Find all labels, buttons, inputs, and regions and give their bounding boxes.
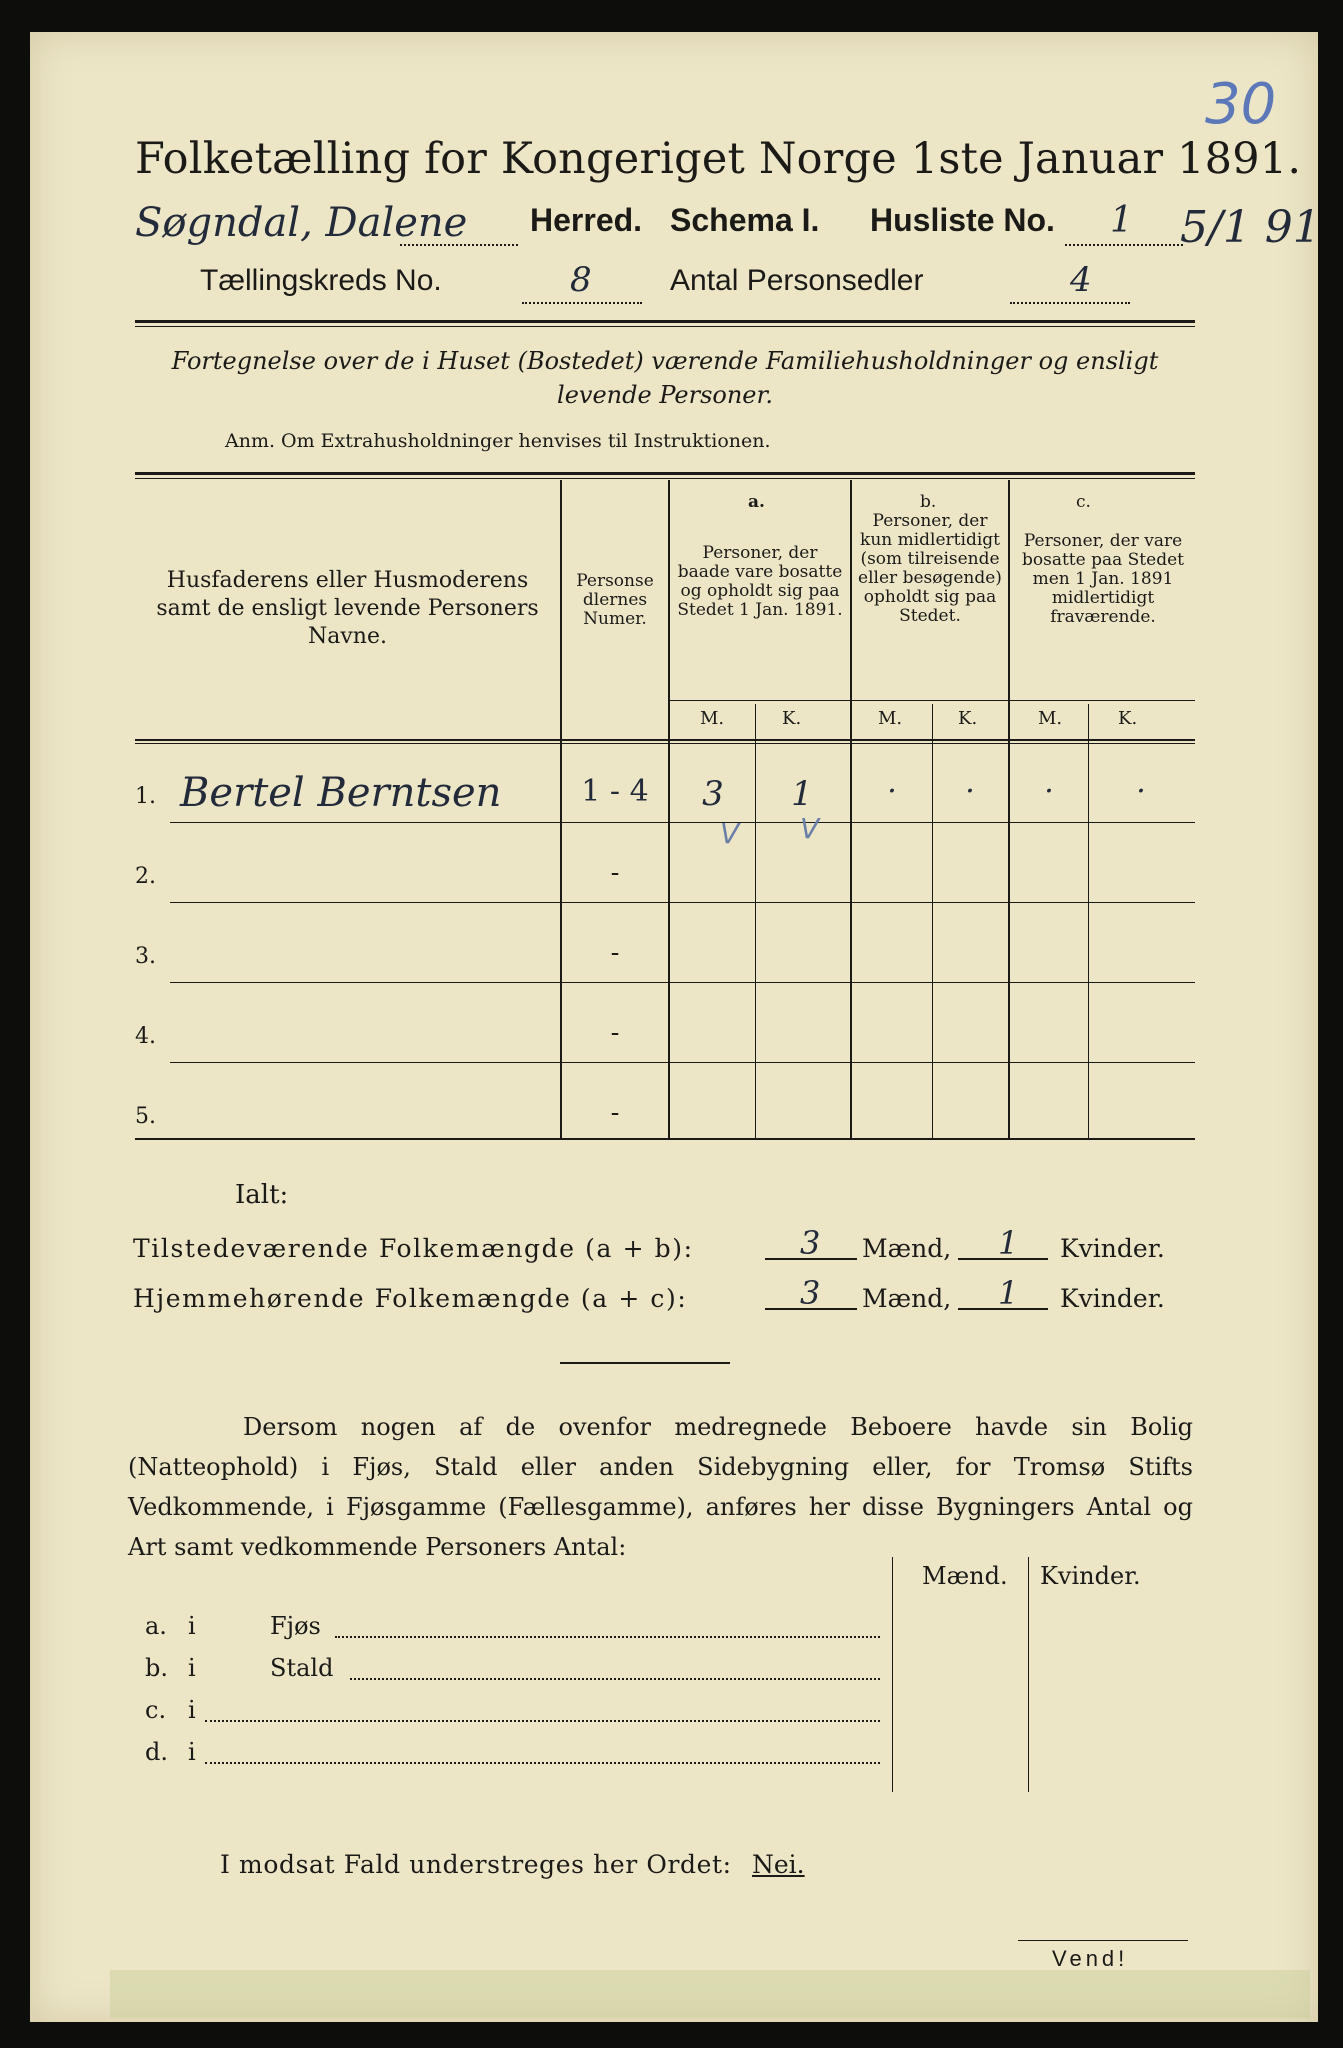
hjemme-kvinder-value: 1 [998, 1274, 1019, 1312]
schema-label: Schema I. [670, 202, 820, 238]
hjemme-label: Hjemmehørende Folkemængde (a + c): [133, 1284, 688, 1313]
col-a-header: Personer, der baade vare bosatte og opholdt sig paa Stedet 1 Jan. 1891. [677, 543, 843, 620]
row-num: - [610, 938, 620, 968]
building-row-i: i [188, 1696, 196, 1724]
kreds-value: 8 [570, 260, 592, 300]
subtitle: Fortegnelse over de i Huset (Bostedet) værende Familiehusholdninger og ensligt levende Personer. [171, 347, 1159, 409]
row-c-m: · [1044, 774, 1054, 809]
row-name: Bertel Berntsen [180, 770, 502, 816]
col-a-letter: a. [748, 492, 765, 512]
row-number: 4. [135, 1024, 156, 1049]
row-number: 1. [135, 784, 156, 809]
building-row-letter: b. [145, 1654, 168, 1682]
row-num: - [610, 1018, 620, 1048]
tilstede-kvinder-value: 1 [998, 1224, 1019, 1262]
row-num: - [610, 858, 620, 888]
herred-value: Søgndal, Dalene [135, 200, 468, 246]
col-num-header: Personsedlernes Numer. [576, 571, 654, 629]
antal-value: 4 [1070, 260, 1092, 300]
date-note: 5/1 91 [1180, 202, 1321, 253]
instruction-paragraph: Dersom nogen af de ovenfor medregnede Beboere havde sin Bolig (Natteophold) i Fjøs, Stald eller anden Sidebygning eller, for Tromsø Stifts Vedkommende, i Fjøsgamme (Fællesgamme), anføres her disse Bygningers Antal og Art samt vedkommende Personers Antal: [128, 1413, 1193, 1561]
a-m-label: M. [700, 708, 725, 729]
buildings-kvinder-header: Kvinder. [1040, 1562, 1141, 1590]
row-num: - [610, 1098, 620, 1128]
building-row-label: Fjøs [270, 1612, 321, 1640]
a-k-label: K. [782, 708, 802, 729]
census-form-page [30, 32, 1321, 2022]
buildings-maend-header: Mænd. [922, 1562, 1008, 1590]
col-b-header: Personer, der kun midlertidigt (som tilreisende eller besøgende) opholdt sig paa Stedet. [858, 511, 1002, 626]
building-row-letter: a. [145, 1612, 167, 1640]
building-row-letter: c. [145, 1696, 167, 1724]
c-m-label: M. [1038, 708, 1063, 729]
page-number: 30 [1205, 72, 1277, 137]
row-a-m: 3 [702, 774, 724, 814]
col-name-header: Husfaderens eller Husmoderens samt de ensligt levende Personers Navne. [156, 568, 539, 649]
building-row-label: Stald [270, 1654, 334, 1682]
check-mark: V [720, 817, 740, 850]
tilstede-maend-value: 3 [800, 1224, 821, 1262]
tilstede-kvinder-label: Kvinder. [1060, 1234, 1165, 1263]
b-k-label: K. [958, 708, 978, 729]
row-number: 5. [135, 1104, 156, 1129]
row-number: 3. [135, 944, 156, 969]
herred-label: Herred. [530, 202, 643, 238]
divider [560, 1362, 730, 1364]
col-b-letter: b. [920, 492, 937, 512]
ialt-label: Ialt: [235, 1180, 289, 1210]
hjemme-maend-label: Mænd, [862, 1284, 952, 1313]
footer-text: I modsat Fald understreges her Ordet: [220, 1850, 732, 1879]
row-b-m: · [887, 774, 897, 809]
tilstede-label: Tilstedeværende Folkemængde (a + b): [133, 1234, 694, 1263]
building-row-i: i [188, 1654, 196, 1682]
antal-label: Antal Personsedler [670, 264, 924, 297]
row-number: 2. [135, 864, 156, 889]
row-a-k: 1 [791, 774, 813, 814]
building-row-i: i [188, 1738, 196, 1766]
form-title: Folketælling for Kongeriget Norge 1ste Januar 1891. [135, 134, 1302, 184]
kreds-label: Tællingskreds No. [200, 264, 442, 297]
building-row-i: i [188, 1612, 196, 1640]
c-k-label: K. [1118, 708, 1138, 729]
husliste-value: 1 [1110, 200, 1133, 241]
hjemme-kvinder-label: Kvinder. [1060, 1284, 1165, 1313]
col-c-header: Personer, der vare bosatte paa Stedet men 1 Jan. 1891 midlertidigt fraværende. [1022, 531, 1184, 627]
tilstede-maend-label: Mænd, [862, 1234, 952, 1263]
row-num: 1 - 4 [581, 774, 649, 809]
building-row-letter: d. [145, 1738, 168, 1766]
hjemme-maend-value: 3 [800, 1274, 821, 1312]
check-mark: V [800, 812, 820, 845]
footer-word: Nei. [752, 1850, 805, 1879]
paper-stain [110, 1970, 1310, 2018]
row-c-k: · [1136, 774, 1146, 809]
husliste-label: Husliste No. [870, 202, 1055, 238]
col-c-letter: c. [1076, 492, 1091, 512]
b-m-label: M. [878, 708, 903, 729]
vend-label: Vend! [1052, 1946, 1129, 1971]
row-b-k: · [965, 774, 975, 809]
note: Anm. Om Extrahusholdninger henvises til Instruktionen. [225, 430, 771, 452]
